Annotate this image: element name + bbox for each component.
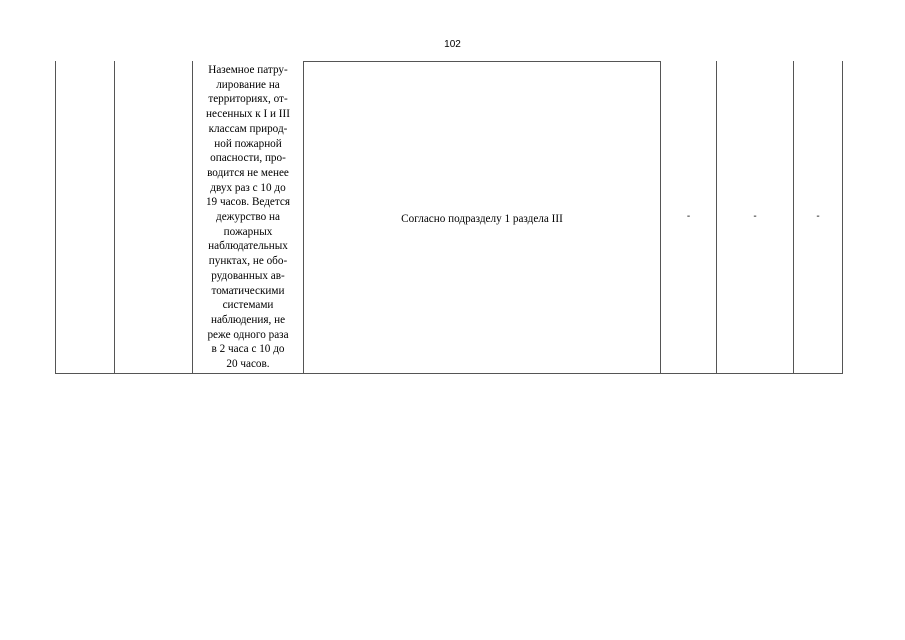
table-cell-column-5 — [660, 61, 716, 373]
description-line: территориях, от- — [208, 93, 288, 106]
page-number: 102 — [444, 39, 461, 50]
description-line: пожарных — [223, 225, 273, 238]
description-line: ной пожарной — [214, 137, 282, 150]
description-line: дежурство на — [216, 211, 280, 224]
description-line: опасности, про- — [210, 152, 286, 165]
description-line: рудованных ав- — [211, 269, 285, 282]
description-line: наблюдения, не — [210, 313, 286, 326]
table-cell-column-2 — [114, 61, 192, 373]
description-line: 19 часов. Ведется — [205, 196, 291, 209]
description-line: двух раз с 10 до — [210, 181, 286, 194]
description-line: в 2 часа с 10 до — [211, 343, 285, 356]
table-cell-reference — [303, 61, 660, 373]
description-line: Наземное патру- — [208, 64, 288, 76]
table-cell-column-6 — [716, 61, 793, 373]
description-line: пунктах, не обо- — [208, 255, 288, 268]
document-table — [55, 61, 843, 374]
table-cell-column-1 — [55, 61, 114, 373]
description-line: водится не менее — [207, 166, 289, 179]
description-line: несенных к I и III — [206, 108, 290, 121]
description-line: классам природ- — [208, 122, 288, 135]
column-5-dash: - — [686, 211, 691, 222]
reference-text: Согласно подразделу 1 раздела III — [401, 213, 563, 225]
description-line: реже одного раза — [207, 328, 289, 341]
description-line: лирование на — [216, 78, 280, 91]
column-6-dash: - — [753, 211, 757, 222]
description-text — [193, 63, 303, 372]
table-cell-description — [192, 61, 303, 373]
description-line: наблюдательных — [208, 240, 288, 253]
description-line: 20 часов. — [226, 358, 270, 371]
description-line: системами — [222, 299, 274, 312]
column-7-dash: - — [816, 211, 820, 222]
description-line: томатическими — [211, 284, 285, 297]
table-cell-column-7 — [793, 61, 843, 373]
